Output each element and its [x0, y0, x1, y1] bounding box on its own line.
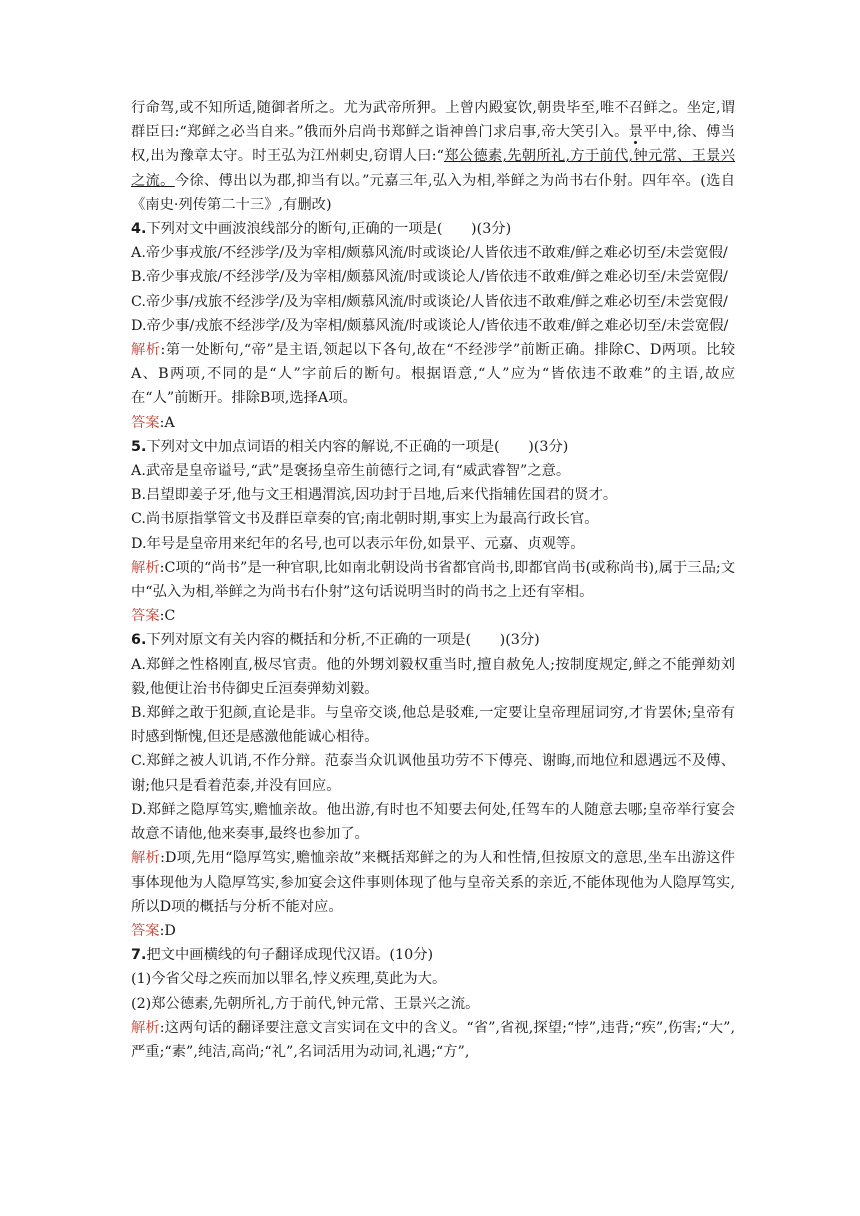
question-7-analysis: [131, 1016, 735, 1064]
question-6-answer: [131, 919, 735, 943]
document-body: [131, 96, 735, 1064]
analysis-text: :D项,先用“隐厚笃实,赡恤亲故”来概括郑鲜之的为人和性情,但按原文的意思,坐车出游这件事体现他为人隐厚笃实,参加宴会这件事则体现了他与皇帝关系的亲近,不能体现他为人隐厚笃实,所以D项的概括与分析不能对应。: [131, 850, 735, 915]
question-text: 把文中画横线的句子翻译成现代汉语。(10分): [146, 947, 434, 964]
question-6-option-b: B.郑鲜之敢于犯颜,直论是非。与皇帝交谈,他总是驳难,一定要让皇帝理屈词穷,才肯罢休;皇帝有时感到惭愧,但还是感激他能诚心相待。: [131, 705, 735, 746]
question-4-option-d: D.帝少事/戎旅不经涉学/及为宰相/颇慕风流/时或谈论人/皆依违不敢难/鲜之难必切至/未尝宽假/: [131, 317, 729, 334]
question-4-option-c: C.帝少事/戎旅不经涉学/及为宰相/颇慕风流/时或谈论/人皆依违不敢难/鲜之难必切至/未尝宽假/: [131, 293, 728, 310]
analysis-text: :这两句话的翻译要注意文言实词在文中的含义。“省”,省视,探望;“悖”,违背;“疾”,伤害;“大”,严重;“素”,纯洁,高尚;“礼”,名词活用为动词,礼遇;“方”,: [131, 1019, 736, 1060]
emphasis-dotted-char: 景: [628, 124, 644, 141]
question-4-analysis: [131, 338, 735, 411]
question-7-stem: [131, 943, 735, 967]
question-7-item-1: (1)今省父母之疾而加以罪名,悖义疾理,莫此为大。: [131, 971, 447, 988]
question-number: 7.: [131, 947, 147, 964]
question-7-item-2: (2)郑公德素,先朝所礼,方于前代,钟元常、王景兴之流。: [131, 995, 480, 1012]
question-4-option-b: B.帝少事戎旅/不经涉学/及为宰相/颇慕风流/时或谈论人/皆依违不敢难/鲜之难必切至/未尝宽假/: [131, 269, 728, 286]
analysis-label: 解析: [131, 1019, 160, 1036]
question-6-option-c: C.郑鲜之被人讥诮,不作分辩。范泰当众讥讽他虽功劳不下傅亮、谢晦,而地位和恩遇远不及傅、谢;他只是看着范泰,并没有回应。: [131, 753, 735, 794]
question-6-analysis: [131, 846, 735, 919]
question-5-option-b: B.吕望即姜子牙,他与文王相遇渭滨,因功封于吕地,后来代指辅佐国君的贤才。: [131, 487, 618, 504]
question-5-option-c: C.尚书原指掌管文书及群臣章奏的官;南北朝时期,事实上为最高行政长官。: [131, 511, 599, 528]
underlined-sentence: 郑公德素,先朝所礼,方于前代,钟元常、王景兴之流。: [131, 148, 735, 189]
question-4-option-a: A.帝少事戎旅/不经涉学/及为宰相/颇慕风流/时或谈论/人皆依违不敢难/鲜之难必切至/未尝宽假/: [131, 245, 728, 262]
question-4-stem: [131, 217, 735, 241]
question-5-analysis: [131, 556, 735, 604]
question-4-answer: [131, 411, 735, 435]
answer-label: 答案: [131, 608, 160, 625]
question-number: 5.: [131, 438, 147, 455]
answer-text: :A: [159, 414, 175, 431]
question-6-stem: [131, 628, 735, 652]
passage-text-1: 行命驾,或不知所适,随御者所之。尤为武帝所狎。上曾内殿宴饮,朝贵毕至,唯不召鲜之。坐定,谓群臣曰:“郑鲜之必当自来。”俄而外启尚书郑鲜之诣神兽门求启事,帝大笑引入。: [131, 100, 735, 141]
analysis-text: :第一处断句,“帝”是主语,领起以下各句,故在“不经涉学”前断正确。排除C、D两项。比较A、B两项,不同的是“人”字前后的断句。根据语意,“人”应为“皆依违不敢难”的主语,故应在“人”前断开。排除B项,选择A项。: [131, 342, 735, 407]
analysis-label: 解析: [131, 342, 161, 359]
analysis-label: 解析: [131, 559, 160, 576]
question-6-option-a: A.郑鲜之性格刚直,极尽官责。他的外甥刘毅权重当时,擅自赦免人;按制度规定,鲜之不能弹劾刘毅,他便让治书侍御史丘洹奏弹劾刘毅。: [131, 656, 735, 697]
answer-text: :D: [159, 922, 176, 939]
question-text: 下列对原文有关内容的概括和分析,不正确的一项是( )(3分): [146, 632, 540, 649]
question-5-option-a: A.武帝是皇帝谥号,“武”是褒扬皇帝生前德行之词,有“威武睿智”之意。: [131, 463, 571, 480]
question-number: 6.: [131, 632, 147, 649]
question-number: 4.: [131, 221, 147, 238]
question-5-option-d: D.年号是皇帝用来纪年的名号,也可以表示年份,如景平、元嘉、贞观等。: [131, 535, 585, 552]
question-text: 下列对文中画波浪线部分的断句,正确的一项是( )(3分): [146, 221, 512, 238]
question-6-option-d: D.郑鲜之隐厚笃实,赡恤亲故。他出游,有时也不知要去何处,任驾车的人随意去哪;皇帝举行宴会故意不请他,他来奏事,最终也参加了。: [131, 801, 735, 843]
analysis-text: :C项的“尚书”是一种官职,比如南北朝设尚书省都官尚书,即都官尚书(或称尚书),属于三品;文中“弘入为相,举鲜之为尚书右仆射”这句话说明当时的尚书之上还有宰相。: [131, 559, 736, 601]
passage-paragraph: [131, 96, 735, 217]
question-5-answer: [131, 604, 735, 628]
question-text: 下列对文中加点词语的相关内容的解说,不正确的一项是( )(3分): [146, 438, 569, 455]
analysis-label: 解析: [131, 850, 161, 867]
passage-text-2: 平中,徐、傅当权,出为豫章太守。时王弘为江州刺史,窃谓人曰:“: [131, 124, 735, 165]
answer-text: :C: [159, 608, 176, 625]
answer-label: 答案: [131, 922, 160, 939]
passage-text-3: 今徐、傅出以为郡,抑当有以。”元嘉三年,弘入为相,举鲜之为尚书右仆射。四年卒。(选自《南史·列传第二十三》,有删改): [131, 172, 735, 213]
question-5-stem: [131, 435, 735, 459]
answer-label: 答案: [131, 414, 160, 431]
